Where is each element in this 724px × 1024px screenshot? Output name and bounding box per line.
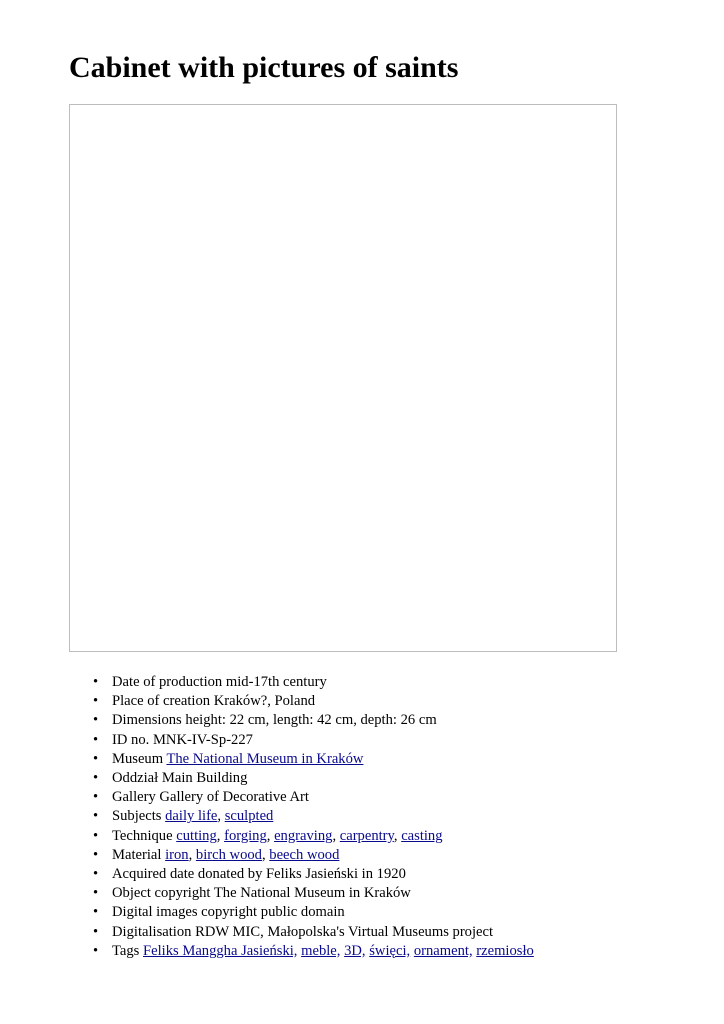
gallery-label: Gallery [112, 789, 156, 806]
gallery-value: Gallery of Decorative Art [159, 789, 309, 806]
material-separator: , [261, 846, 270, 863]
date-value: mid-17th century [225, 674, 327, 690]
subjects-label: Subjects [112, 808, 162, 825]
bullet-icon: • [93, 942, 99, 959]
material-link[interactable]: birch wood [195, 846, 262, 863]
id-value: MNK-IV-Sp-227 [152, 731, 253, 748]
artwork-image-frame [69, 104, 617, 652]
bullet-icon: • [93, 789, 99, 806]
technique-separator: , [266, 827, 275, 844]
bullet-icon: • [93, 923, 99, 940]
material-label: Material [112, 846, 162, 863]
list-item-digitalisation [93, 923, 534, 942]
branch-value: Main Building [161, 770, 248, 787]
technique-separator: , [393, 827, 402, 844]
metadata-list [93, 673, 534, 961]
bullet-icon: • [93, 846, 99, 863]
subjects-separator: , [217, 808, 225, 825]
bullet-icon: • [93, 674, 99, 690]
tag-link[interactable]: ornament, [413, 942, 473, 959]
technique-link[interactable]: casting [401, 827, 443, 844]
list-item-object-copyright [93, 884, 534, 903]
technique-separator: , [332, 827, 340, 844]
tag-link[interactable]: 3D, [344, 942, 366, 959]
tag-link[interactable]: Feliks Manggha Jasieński, [143, 942, 298, 959]
material-link[interactable]: beech wood [269, 846, 340, 863]
technique-link[interactable]: cutting [176, 827, 217, 844]
list-item-branch [93, 769, 534, 788]
acquired-value: donated by Feliks Jasieński in 1920 [197, 866, 406, 883]
bullet-icon: • [93, 904, 99, 921]
dimensions-value: height: 22 cm, length: 42 cm, depth: 26 cm [185, 712, 437, 729]
list-item-technique [93, 827, 534, 846]
place-label: Place of creation [112, 693, 211, 710]
object-copyright-label: Object copyright [112, 885, 211, 902]
technique-separator: , [216, 827, 225, 844]
technique-link[interactable]: forging [224, 827, 267, 844]
place-value: Kraków?, Poland [213, 693, 316, 710]
technique-link[interactable]: engraving [274, 827, 333, 844]
bullet-icon: • [93, 885, 99, 902]
page-title: Cabinet with pictures of saints [69, 51, 459, 84]
material-separator: , [188, 846, 196, 863]
list-item-id [93, 731, 534, 750]
tag-link[interactable]: rzemiosło [476, 942, 534, 959]
list-item-acquired [93, 865, 534, 884]
bullet-icon: • [93, 750, 99, 767]
list-item-place [93, 692, 534, 711]
tag-link[interactable]: święci, [369, 942, 411, 959]
bullet-icon: • [93, 731, 99, 748]
list-item-museum [93, 750, 534, 769]
museum-label: Museum [112, 750, 164, 767]
object-copyright-value: The National Museum in Kraków [213, 885, 411, 902]
dimensions-label: Dimensions [112, 712, 182, 729]
list-item-subjects [93, 807, 534, 826]
branch-label: Oddział [112, 770, 159, 787]
list-item-dimensions [93, 711, 534, 730]
tag-link[interactable]: meble, [301, 942, 341, 959]
id-label: ID no. [112, 731, 150, 748]
subject-link[interactable]: daily life [165, 808, 218, 825]
tags-label: Tags [112, 942, 140, 959]
bullet-icon: • [93, 770, 99, 787]
list-item-material [93, 846, 534, 865]
images-copyright-value: public domain [260, 904, 345, 921]
museum-link[interactable]: The National Museum in Kraków [166, 750, 364, 767]
list-item-date [93, 673, 534, 692]
material-link[interactable]: iron [165, 846, 189, 863]
bullet-icon: • [93, 827, 99, 844]
technique-link[interactable]: carpentry [339, 827, 394, 844]
bullet-icon: • [93, 693, 99, 710]
date-label: Date of production [112, 674, 223, 690]
list-item-tags [93, 942, 534, 961]
digitalisation-label: Digitalisation [112, 923, 192, 940]
list-item-gallery [93, 788, 534, 807]
list-item-images-copyright [93, 903, 534, 922]
technique-label: Technique [112, 827, 173, 844]
acquired-label: Acquired date [112, 866, 195, 883]
bullet-icon: • [93, 808, 99, 825]
digitalisation-value: RDW MIC, Małopolska's Virtual Museums project [195, 923, 494, 940]
bullet-icon: • [93, 712, 99, 729]
images-copyright-label: Digital images copyright [112, 904, 258, 921]
subject-link[interactable]: sculpted [224, 808, 274, 825]
bullet-icon: • [93, 866, 99, 883]
